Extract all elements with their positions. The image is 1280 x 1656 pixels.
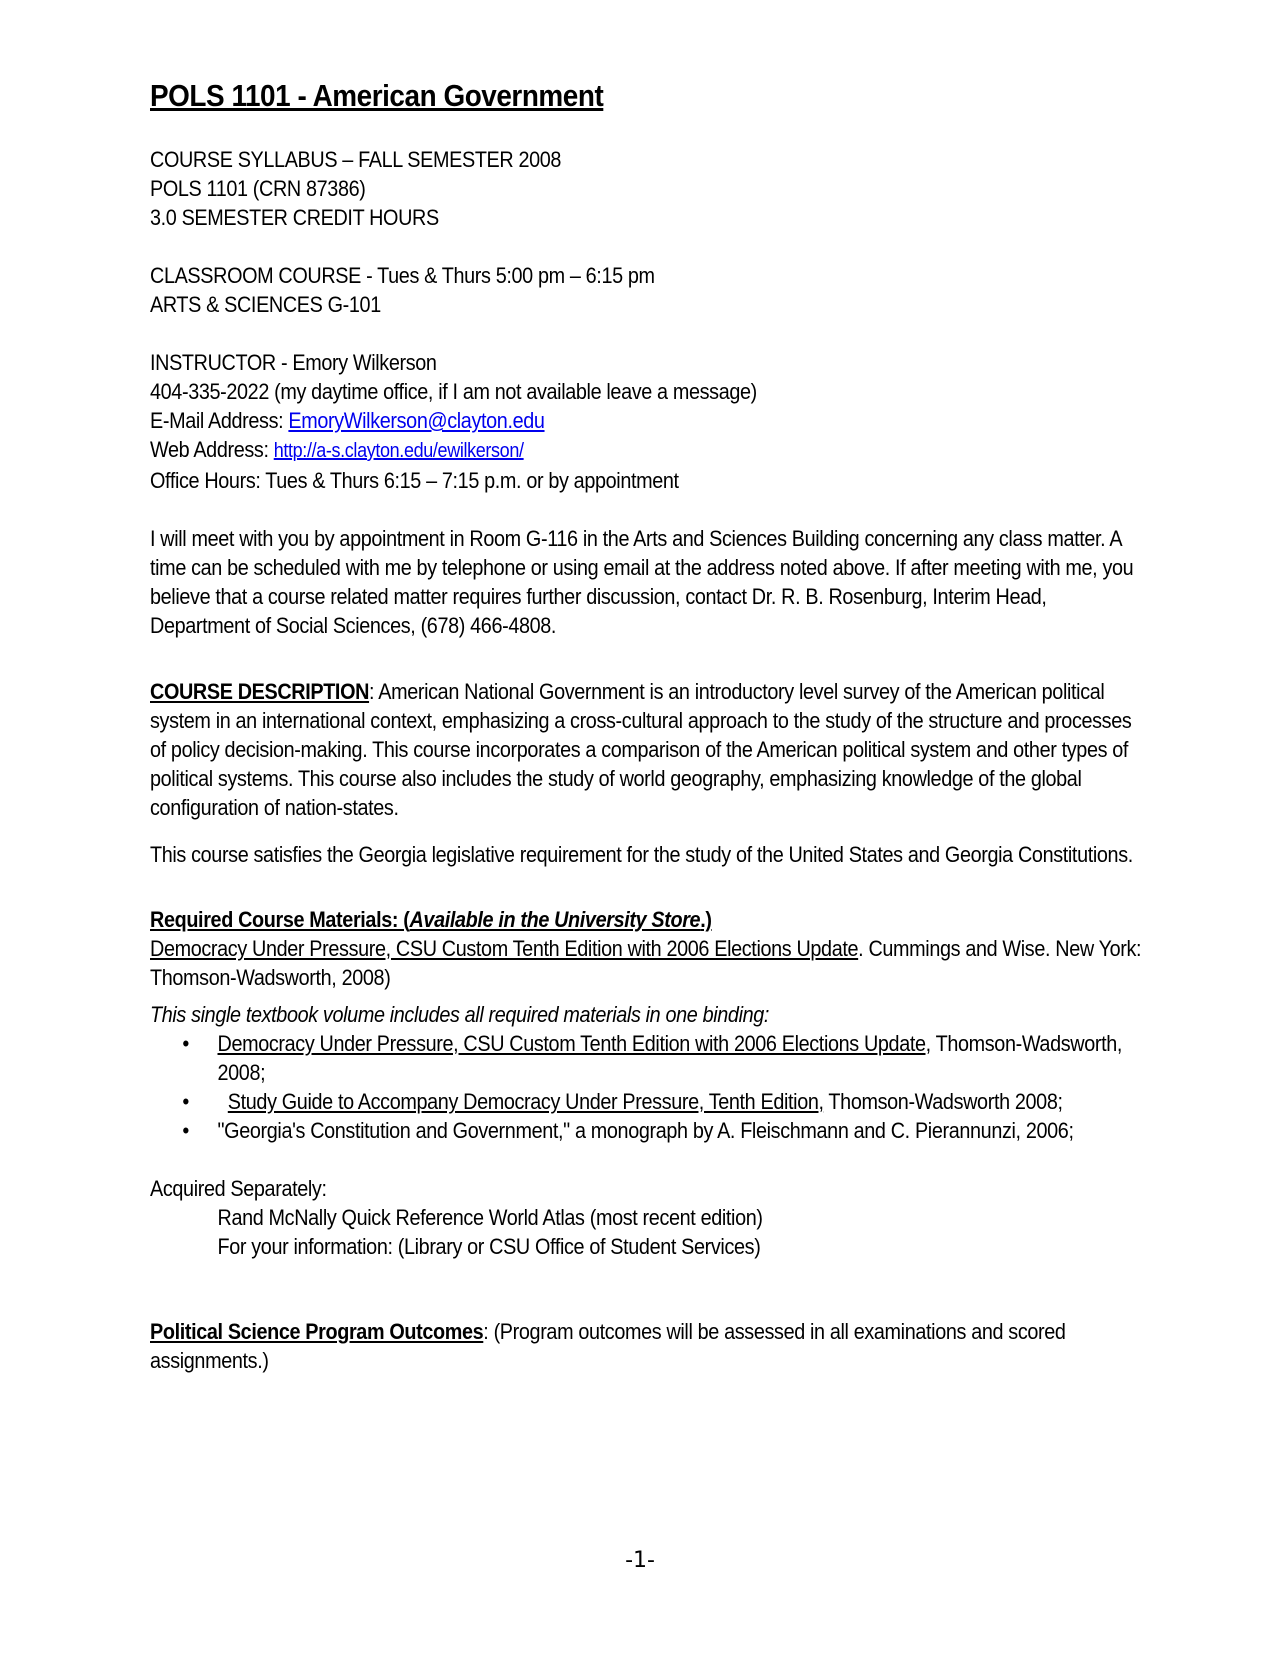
office-hours: Office Hours: Tues & Thurs 6:15 – 7:15 p.m. or by appointment: [150, 468, 679, 493]
course-crn: POLS 1101 (CRN 87386): [150, 176, 366, 201]
bullet-icon: •: [182, 1089, 189, 1114]
item-publisher: Thomson-Wadsworth, 2008;: [217, 1031, 1123, 1085]
email-link[interactable]: EmoryWilkerson@clayton.edu: [288, 408, 545, 433]
outcomes-text: : (Program outcomes will be assessed in all examinations and scored assignments.): [150, 1319, 1066, 1373]
textbook-publisher: . Cummings and Wise. New York: Thomson-Wadsworth, 2008): [150, 936, 1142, 990]
binding-note: This single textbook volume includes all required materials in one binding:: [150, 1002, 770, 1027]
description-text: : American National Government is an introductory level survey of the American political system in an international context, emphasizing a cross-cultural approach to the study of the structure and processes of policy decision-making. This course incorporates a comparison of the American political system and other types of political systems. This course also includes the study of world geography, emphasizing knowledge of the global configuration of nation-states.: [150, 679, 1132, 820]
instructor-phone: 404-335-2022 (my daytime office, if I am not available leave a message): [150, 379, 757, 404]
info-item: For your information: (Library or CSU Office of Student Services): [217, 1234, 761, 1259]
materials-list: [150, 1029, 1150, 1145]
materials-heading-c: .): [700, 907, 712, 932]
item-title: Democracy Under Pressure, CSU Custom Tenth Edition with 2006 Elections Update,: [217, 1031, 931, 1056]
page-number: -1-: [625, 1548, 655, 1573]
classroom-info: [150, 261, 1150, 319]
list-item: [182, 1087, 1150, 1116]
item-title: Study Guide to Accompany Democracy Under Pressure, Tenth Edition,: [227, 1089, 824, 1114]
required-materials: [150, 905, 1150, 1145]
email-label: E-Mail Address:: [150, 408, 289, 433]
materials-heading-store: Available in the University Store: [409, 907, 701, 932]
bullet-icon: •: [182, 1031, 189, 1056]
textbook-citation: [150, 934, 1150, 992]
class-location: ARTS & SCIENCES G-101: [150, 292, 381, 317]
atlas-item: Rand McNally Quick Reference World Atlas (most recent edition): [217, 1205, 763, 1230]
bullet-icon: •: [182, 1118, 189, 1143]
georgia-requirement: This course satisfies the Georgia legislative requirement for the study of the United States and Georgia Constitutions.: [150, 842, 1133, 867]
materials-heading: [150, 905, 1150, 934]
acquired-separately: [150, 1174, 1150, 1261]
class-schedule: CLASSROOM COURSE - Tues & Thurs 5:00 pm – 6:15 pm: [150, 263, 655, 288]
instructor-name: INSTRUCTOR - Emory Wilkerson: [150, 350, 437, 375]
page-content: [150, 74, 1142, 1375]
instructor-info: [150, 348, 1150, 495]
web-label: Web Address:: [150, 437, 274, 462]
item-publisher: Thomson-Wadsworth 2008;: [823, 1089, 1063, 1114]
meeting-paragraph: I will meet with you by appointment in Room G-116 in the Arts and Sciences Building concerning any class matter. A time can be scheduled with me by telephone or using email at the address noted above. If after meeting with me, you believe that a course related matter requires further discussion, contact Dr. R. B. Rosenburg, Interim Head, Department of Social Sciences, (678) 466-4808.: [150, 526, 1134, 638]
materials-heading-a: Required Course Materials: (: [150, 907, 410, 932]
page-title: POLS 1101 - American Government: [150, 78, 604, 113]
email-line: [150, 406, 1150, 435]
textbook-title: Democracy Under Pressure, CSU Custom Tenth Edition with 2006 Elections Update: [150, 936, 859, 961]
credit-hours: 3.0 SEMESTER CREDIT HOURS: [150, 205, 439, 230]
acquired-label: Acquired Separately:: [150, 1176, 327, 1201]
program-outcomes: [150, 1317, 1150, 1375]
list-item: [182, 1116, 1150, 1145]
item-title: "Georgia's Constitution and Government," a monograph by A. Fleischmann and C. Pierannunzi, 2006;: [217, 1118, 1074, 1143]
syllabus-term: COURSE SYLLABUS – FALL SEMESTER 2008: [150, 147, 562, 172]
course-description: [150, 677, 1150, 822]
web-line: [150, 435, 1150, 466]
outcomes-label: Political Science Program Outcomes: [150, 1319, 484, 1344]
list-item: [182, 1029, 1150, 1087]
syllabus-header: [150, 145, 1150, 232]
web-link[interactable]: http://a-s.clayton.edu/ewilkerson/: [273, 440, 524, 462]
description-label: COURSE DESCRIPTION: [150, 679, 370, 704]
